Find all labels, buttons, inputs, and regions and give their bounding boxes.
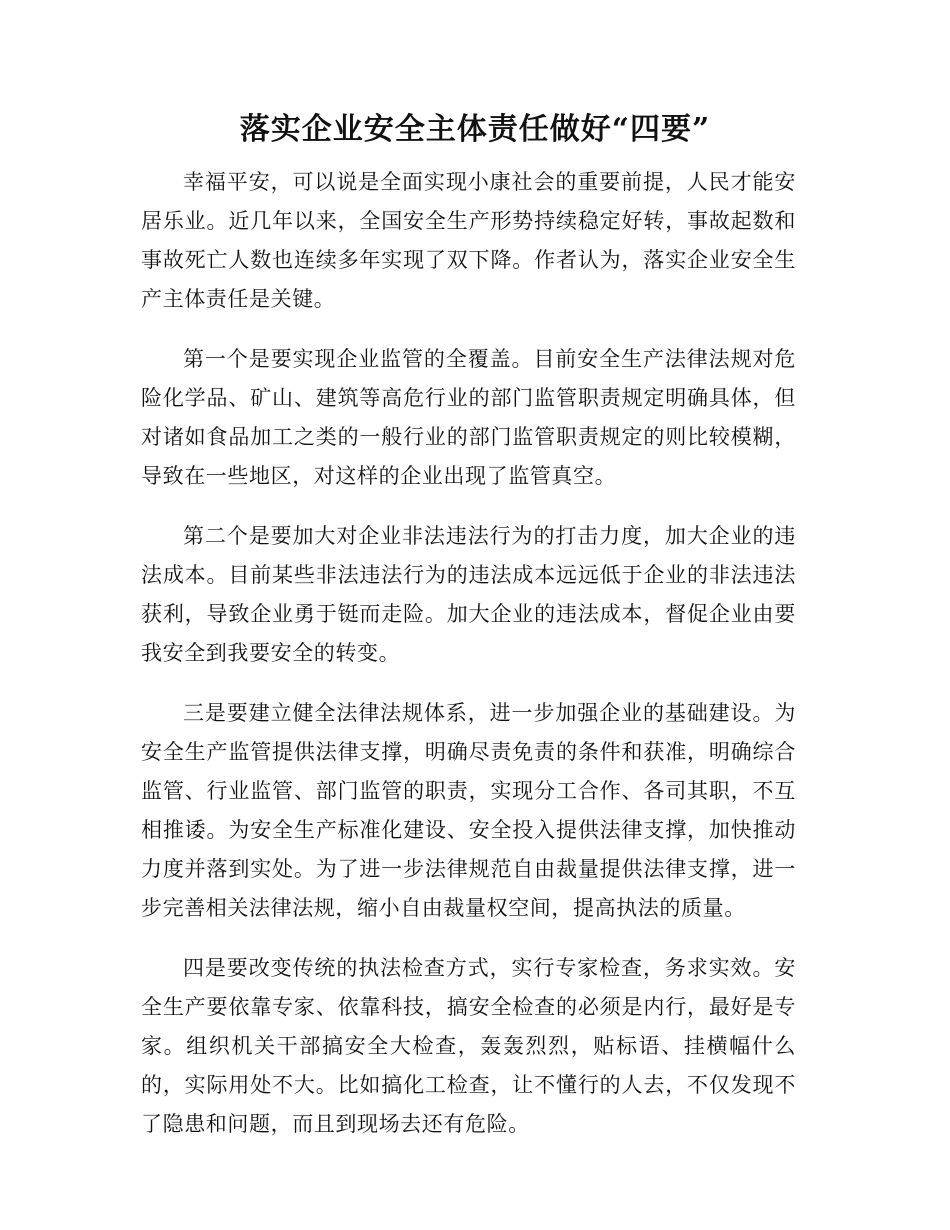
paragraph-third-point: 三是要建立健全法律法规体系，进一步加强企业的基础建设。为安全生产监管提供法律支撑，明确尽责免责的条件和获准，明确综合监管、行业监管、部门监管的职责，实现分工合作、各司其职，不互相推诿。为安全生产标准化建设、安全投入提供法律支撑，加快推动力度并落到实处。为了进一步法律规范自由裁量提供法律支撑，进一步完善相关法律法规，缩小自由裁量权空间，提高执法的质量。: [141, 701, 796, 920]
document-title: 落实企业安全主体责任做好“四要”: [239, 112, 711, 147]
paragraph-second-point: 第二个是要加大对企业非法违法行为的打击力度，加大企业的违法成本。目前某些非法违法行为的违法成本远远低于企业的非法违法获利，导致企业勇于铤而走险。加大企业的违法成本，督促企业由要我安全到我要安全的转变。: [141, 524, 796, 665]
paragraph-first-point: 第一个是要实现企业监管的全覆盖。目前安全生产法律法规对危险化学品、矿山、建筑等高危行业的部门监管职责规定明确具体，但对诸如食品加工之类的一般行业的部门监管职责规定的则比较模糊，导致在一些地区，对这样的企业出现了监管真空。: [141, 347, 796, 488]
paragraph-fourth-point: 四是要改变传统的执法检查方式，实行专家检查，务求实效。安全生产要依靠专家、依靠科技，搞安全检查的必须是内行，最好是专家。组织机关干部搞安全大检查，轰轰烈烈，贴标语、挂横幅什么的，实际用处不大。比如搞化工检查，让不懂行的人去，不仅发现不了隐患和问题，而且到现场去还有危险。: [141, 956, 796, 1136]
document-body: [141, 163, 796, 1165]
paragraph-intro: 幸福平安，可以说是全面实现小康社会的重要前提，人民才能安居乐业。近几年以来，全国安全生产形势持续稳定好转，事故起数和事故死亡人数也连续多年实现了双下降。作者认为，落实企业安全生产主体责任是关键。: [141, 170, 796, 311]
